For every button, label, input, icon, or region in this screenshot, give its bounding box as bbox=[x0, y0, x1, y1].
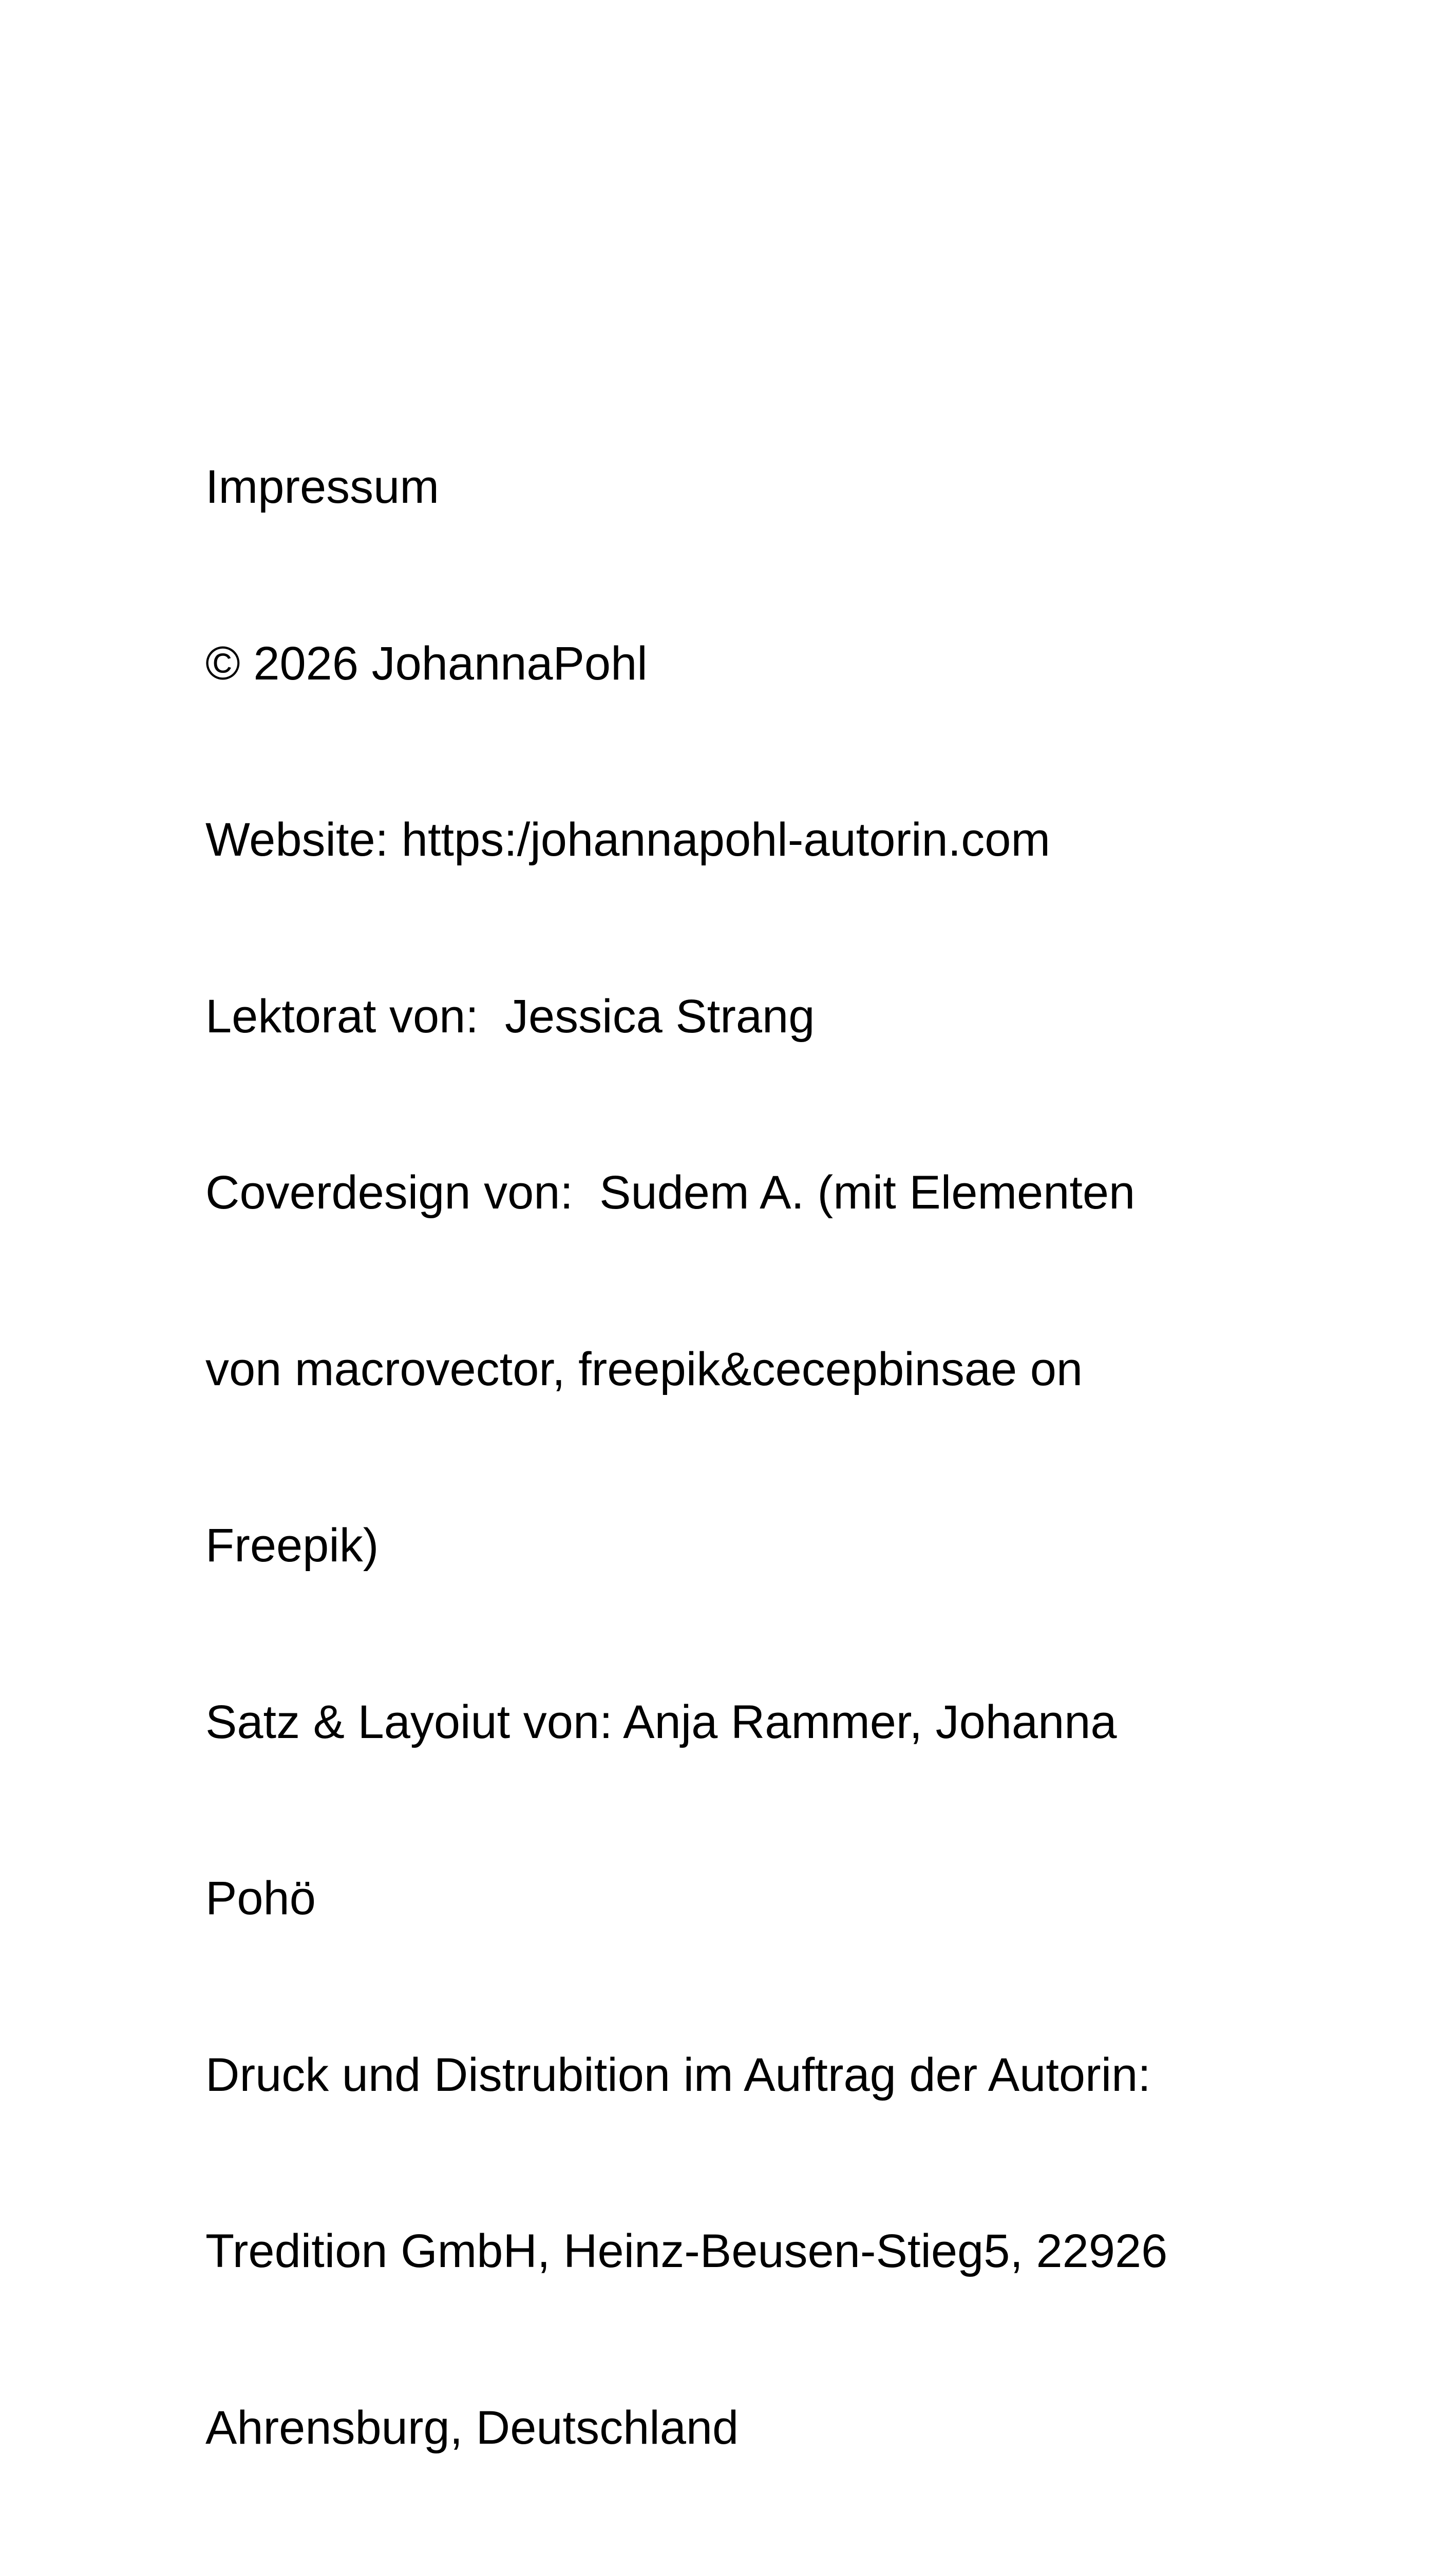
cover-design-line-2: von macrovector, freepik&cecepbinsae on bbox=[205, 1343, 1083, 1395]
imprint-heading: Impressum bbox=[205, 461, 439, 513]
website-line: Website: https:/johannapohl-autorin.com bbox=[205, 814, 1051, 866]
typesetting-line-2: Pohö bbox=[205, 1872, 316, 1924]
imprint-block bbox=[205, 340, 1315, 2568]
typesetting-line-1: Satz & Layoiut von: Anja Rammer, Johanna bbox=[205, 1695, 1117, 1748]
cover-design-line-3: Freepik) bbox=[205, 1519, 379, 1572]
print-distribution-line-2: Tredition GmbH, Heinz-Beusen-Stieg5, 22926 bbox=[205, 2225, 1168, 2277]
print-distribution-line-1: Druck und Distrubition im Auftrag der Autorin: bbox=[205, 2048, 1151, 2101]
cover-design-line-1: Coverdesign von: Sudem A. (mit Elementen bbox=[205, 1166, 1136, 1219]
print-distribution-line-3: Ahrensburg, Deutschland bbox=[205, 2401, 739, 2454]
copyright-line: © 2026 JohannaPohl bbox=[205, 637, 648, 690]
editing-line: Lektorat von: Jessica Strang bbox=[205, 990, 815, 1043]
